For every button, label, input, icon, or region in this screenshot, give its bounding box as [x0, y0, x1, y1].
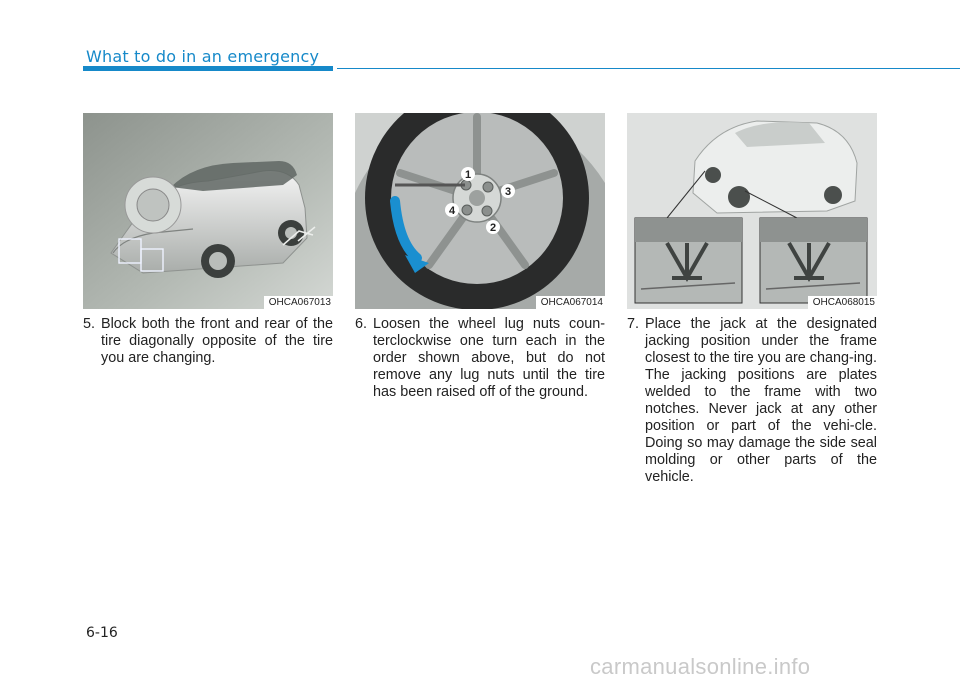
jack-detail-left	[635, 218, 742, 303]
callout-label: 3	[504, 186, 512, 198]
callout-2	[486, 220, 500, 234]
jack-position-illustration	[627, 113, 877, 309]
callout-label: 4	[448, 205, 456, 217]
watermark: carmanualsonline.info	[590, 654, 811, 679]
step-6	[355, 316, 605, 401]
callout-label: 1	[464, 169, 472, 181]
car-with-wheel-chocks-illustration	[83, 113, 333, 309]
wheel-lug-nut-order-illustration	[355, 113, 605, 309]
step-text: Block both the front and rear of the tire diagonally opposite of the tire you are changing.	[101, 316, 333, 366]
callout-3	[501, 184, 515, 198]
page-number: 6-16	[86, 625, 118, 641]
callout-label: 2	[489, 222, 497, 234]
figure-code: OHCA068015	[808, 296, 877, 309]
figure-wheel-lug-nuts	[355, 113, 605, 309]
step-number: 5.	[83, 316, 96, 332]
step-text: Loosen the wheel lug nuts coun-terclockwise one turn each in the order shown above, but do not remove any lug nuts until the tire has been raised off of the ground.	[373, 316, 605, 400]
figure-code: OHCA067014	[536, 296, 605, 309]
step-text: Place the jack at the designated jacking position under the frame closest to the tire you are chang-ing. The jacking positions are plates welded to the frame with two notches. Never jack at any other position or part of the vehi-cle. Doing so may damage the side seal molding or other parts of the vehicle.	[645, 316, 877, 485]
header-rule-thick	[83, 66, 333, 71]
header-rule-thin	[337, 68, 960, 69]
figure-code: OHCA067013	[264, 296, 333, 309]
section-title: What to do in an emergency	[86, 47, 320, 66]
figure-jack-position	[627, 113, 877, 309]
callout-4	[445, 203, 459, 217]
step-7	[627, 316, 877, 486]
step-5	[83, 316, 333, 367]
step-number: 7.	[627, 316, 640, 332]
jack-detail-right	[760, 218, 867, 303]
callout-1	[461, 167, 475, 181]
figure-car-chocks	[83, 113, 333, 309]
step-number: 6.	[355, 316, 368, 332]
